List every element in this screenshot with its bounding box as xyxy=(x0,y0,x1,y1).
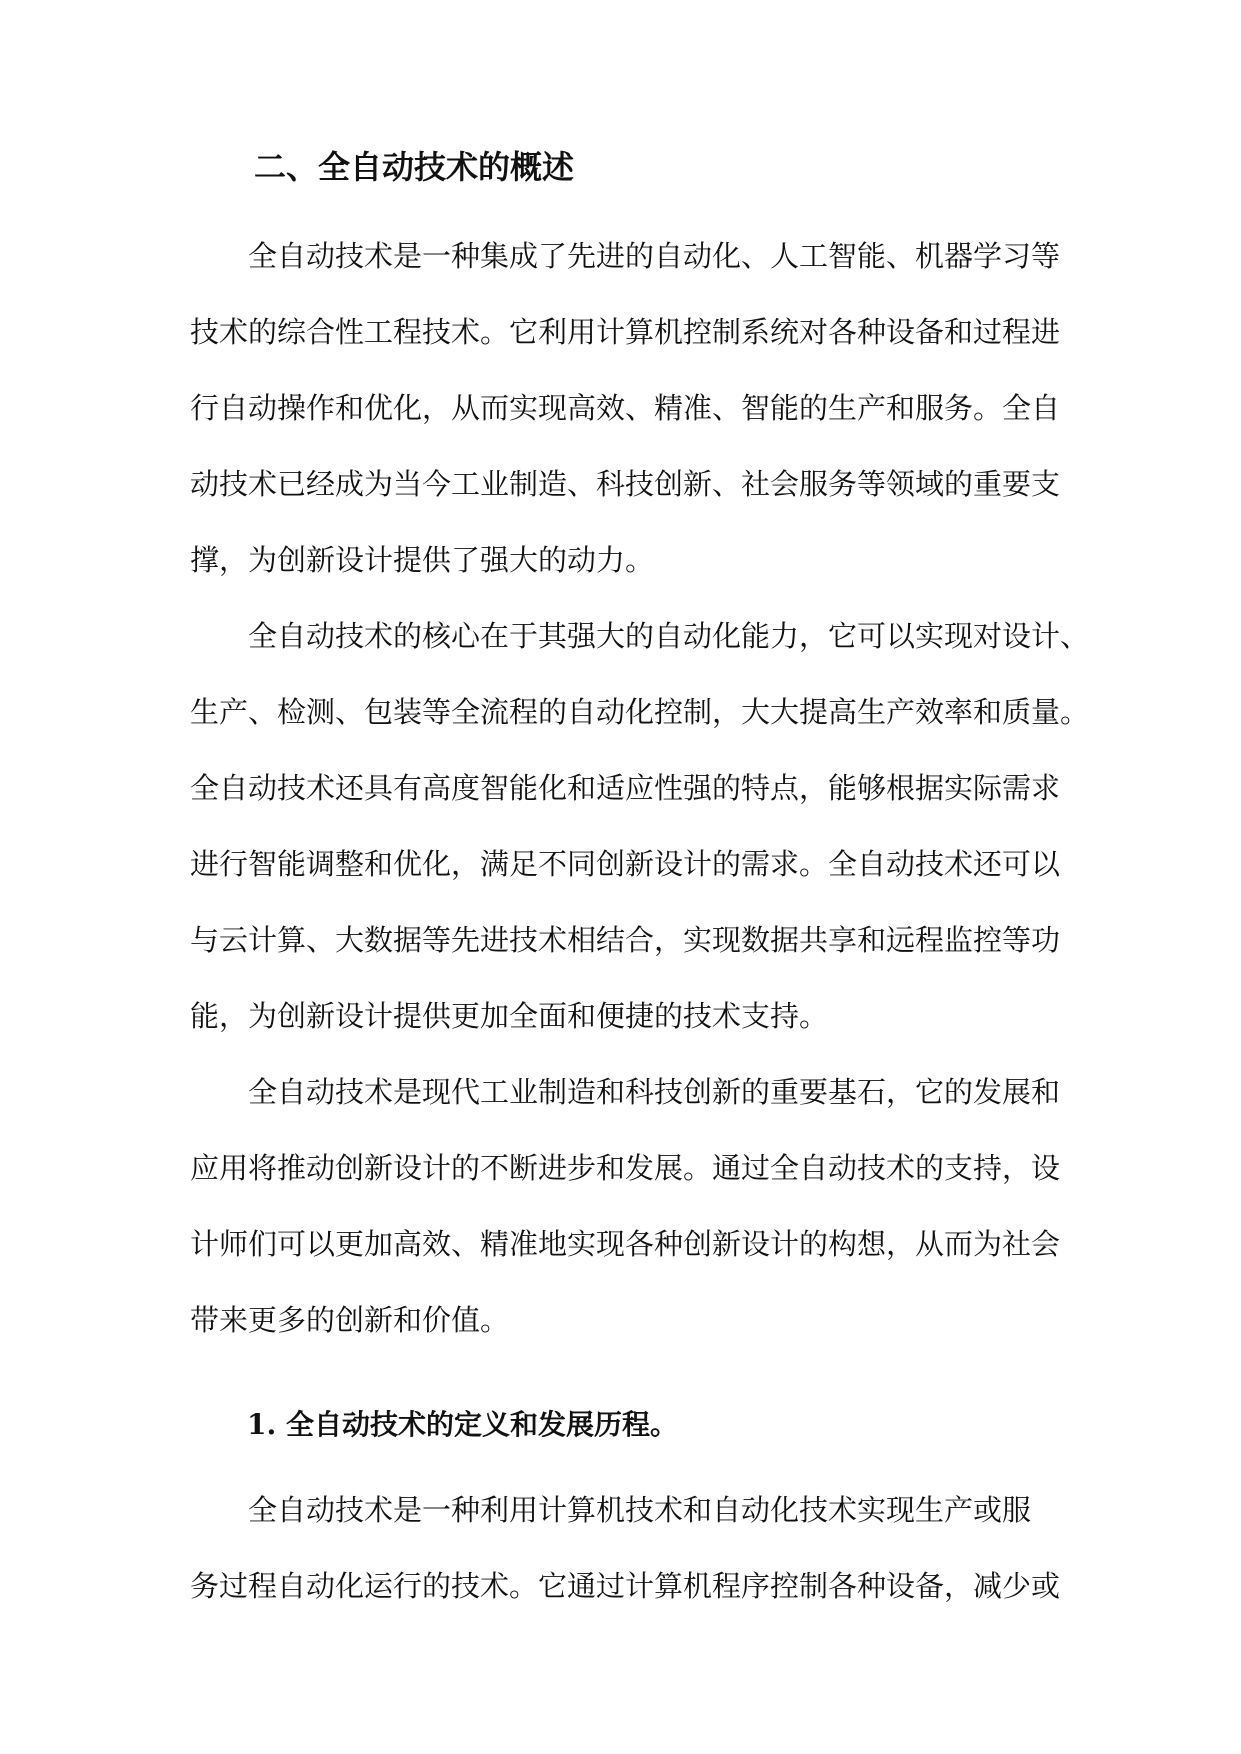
paragraph-line: 撑，为创新设计提供了强大的动力。 xyxy=(190,543,655,577)
paragraph-line: 能，为创新设计提供更加全面和便捷的技术支持。 xyxy=(190,999,829,1033)
paragraph xyxy=(190,218,1060,598)
paragraph-line: 务过程自动化运行的技术。它通过计算机程序控制各种设备，减少或 xyxy=(190,1569,1061,1603)
paragraph xyxy=(190,1472,1060,1624)
paragraph-line: 全自动技术是一种集成了先进的自动化、人工智能、机器学习等 xyxy=(248,239,1061,273)
paragraph-line: 计师们可以更加高效、精准地实现各种创新设计的构想，从而为社会 xyxy=(190,1227,1061,1261)
paragraph-line: 生产、检测、包装等全流程的自动化控制，大大提高生产效率和质量。 xyxy=(190,695,1090,729)
paragraph-line: 行自动操作和优化，从而实现高效、精准、智能的生产和服务。全自 xyxy=(190,391,1061,425)
subsection-heading: 1. 全自动技术的定义和发展历程。 xyxy=(247,1408,678,1441)
paragraph-line: 全自动技术是现代工业制造和科技创新的重要基石，它的发展和 xyxy=(248,1075,1061,1109)
paragraph-line: 与云计算、大数据等先进技术相结合，实现数据共享和远程监控等功 xyxy=(190,923,1061,957)
paragraph xyxy=(190,598,1090,1054)
paragraph-line: 应用将推动创新设计的不断进步和发展。通过全自动技术的支持，设 xyxy=(190,1151,1061,1185)
paragraph-line: 全自动技术是一种利用计算机技术和自动化技术实现生产或服 xyxy=(248,1493,1032,1527)
paragraph-line: 技术的综合性工程技术。它利用计算机控制系统对各种设备和过程进 xyxy=(190,315,1061,349)
paragraph-line: 进行智能调整和优化，满足不同创新设计的需求。全自动技术还可以 xyxy=(190,847,1061,881)
section-heading: 二、全自动技术的概述 xyxy=(254,148,575,186)
paragraph-line: 动技术已经成为当今工业制造、科技创新、社会服务等领域的重要支 xyxy=(190,467,1061,501)
paragraph xyxy=(190,1054,1060,1358)
paragraph-line: 带来更多的创新和价值。 xyxy=(190,1303,510,1337)
paragraph-line: 全自动技术的核心在于其强大的自动化能力，它可以实现对设计、 xyxy=(248,619,1090,653)
paragraph-line: 全自动技术还具有高度智能化和适应性强的特点，能够根据实际需求 xyxy=(190,771,1061,805)
